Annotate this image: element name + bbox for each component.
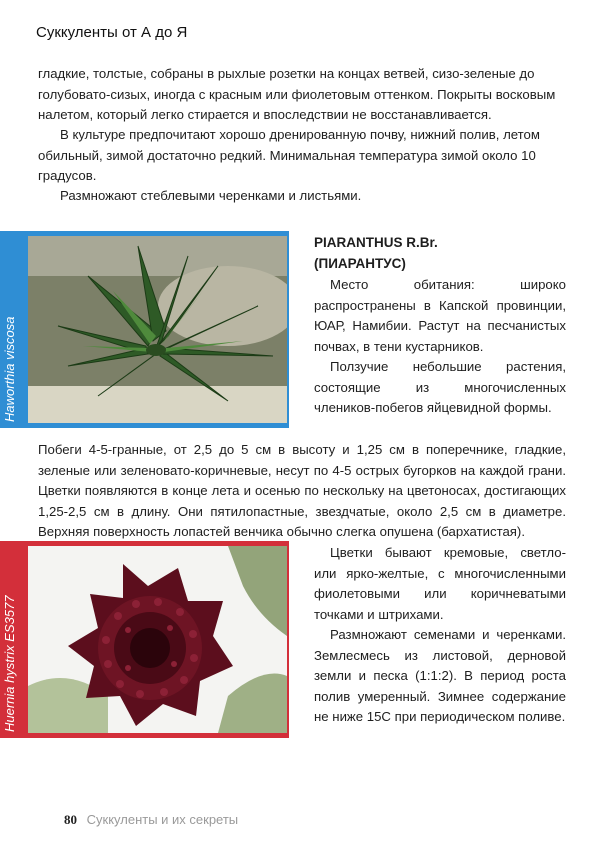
footer-book-title: Суккуленты и их секреты [86, 812, 239, 827]
figure-caption: Huernia hystrix ES3577 [2, 595, 17, 732]
paragraph-shoots: Побеги 4-5-гранные, от 2,5 до 5 см в высоту и 1,25 см в поперечнике, гладкие, зеленые или зеленовато-коричневые, несут по 4-5 острых бугорков на каждой грани. Цветки появляются в конце лета и осенью по нескольку на цветоносах, достигающих 1,25-2,5 см в длину. Они пятилопастные, звездчатые, около 2,5 см в диаметре. Верхняя поверхность лопастей венчика обычно слегка опушена (бархатистая). [38, 442, 566, 540]
paragraph-leaves: гладкие, толстые, собраны в рыхлые розетки на концах ветвей, сизо-зеленые до голубовато-сизых, иногда с красным или фиолетовым оттенком. Покрыты восковым налетом, который легко стирается и впоследствии не восстанавливается. [38, 66, 556, 123]
page-footer [64, 812, 238, 828]
haworthia-plant-illustration [28, 236, 287, 423]
paragraph-propagation: Размножают стеблевыми черенками и листьями. [60, 188, 362, 203]
page-number: 80 [64, 812, 77, 827]
paragraph-description: Ползучие небольшие растения, состоящие из многочисленных члеников-побегов яйцевидной формы. [314, 359, 566, 416]
genus-title: PIARANTHUS R.Br. [314, 235, 438, 250]
haworthia-photo [28, 236, 287, 423]
huernia-photo [28, 546, 287, 733]
figure-caption: Haworthia viscosa [2, 316, 17, 422]
paragraph-culture: В культуре предпочитают хорошо дренированную почву, нижний полив, летом обильный, зимой достаточно редкий. Минимальная температура зимой около 10 градусов. [38, 127, 540, 184]
huernia-flower-illustration [28, 546, 287, 733]
running-head: Суккуленты от А до Я [36, 24, 188, 41]
paragraph-habitat: Место обитания: широко распространены в Капской провинции, ЮАР, Намибии. Растут на песчанистых почвах, в тени кустарников. [314, 277, 566, 354]
paragraph-flowers: Цветки бывают кремовые, светло- или ярко-желтые, с многочисленными фиолетовыми или коричневатыми точками и штрихами. [314, 545, 566, 622]
figure-haworthia [0, 231, 289, 428]
paragraph-reproduction: Размножают семенами и черенками. Землесмесь из листовой, дерновой земли и песка (1:1:2). В период роста полив умеренный. Зимнее содержание не ниже 15С при периодическом поливе. [314, 627, 566, 725]
figure-huernia [0, 541, 289, 738]
genus-common-name: (ПИАРАНТУС) [314, 256, 406, 271]
